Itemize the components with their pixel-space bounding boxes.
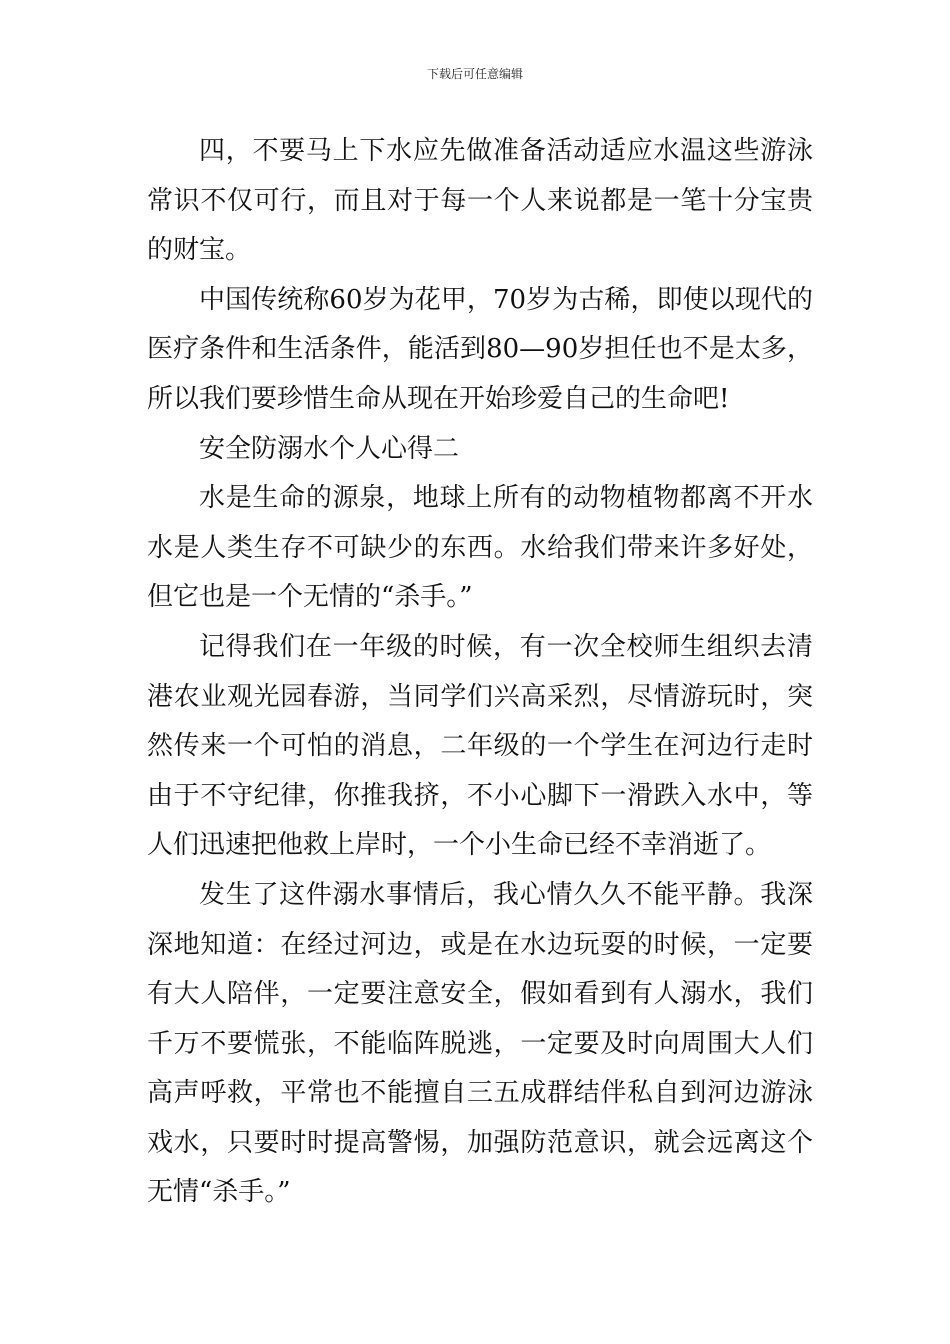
page-header: 下载后可任意编辑	[426, 67, 523, 81]
paragraph-water-source: 水是生命的源泉，地球上所有的动物植物都离不开水水是人类生存不可缺少的东西。水给我们带来许多好处，但它也是一个无情的“杀手。”	[147, 483, 813, 613]
section-heading: 安全防溺水个人心得二	[199, 433, 460, 464]
paragraph-cherish-life: 中国传统称60岁为花甲，70岁为古稀，即使以现代的医疗条件和生活条件，能活到80—90岁担任也不是太多，所以我们要珍惜生命从现在开始珍爱自己的生命吧!	[147, 284, 813, 414]
paragraph-memory: 记得我们在一年级的时候，有一次全校师生组织去清港农业观光园春游，当同学们兴高采烈，尽情游玩时，突然传来一个可怕的消息，二年级的一个学生在河边行走时由于不守纪律，你推我挤，不小心脚下一滑跌入水中，等人们迅速把他救上岸时，一个小生命已经不幸消逝了。	[147, 631, 813, 861]
paragraph-reflection: 发生了这件溺水事情后，我心情久久不能平静。我深深地知道：在经过河边，或是在水边玩耍的时候，一定要有大人陪伴，一定要注意安全，假如看到有人溺水，我们千万不要慌张，不能临阵脱逃，一定要及时向周围大人们高声呼救，平常也不能擅自三五成群结伴私自到河边游泳戏水，只要时时提高警惕，加强防范意识，就会远离这个无情“杀手。”	[147, 879, 813, 1208]
paragraph-swimming-tips: 四，不要马上下水应先做准备活动适应水温这些游泳常识不仅可行，而且对于每一个人来说都是一笔十分宝贵的财宝。	[147, 136, 813, 266]
document-body	[147, 127, 813, 1218]
